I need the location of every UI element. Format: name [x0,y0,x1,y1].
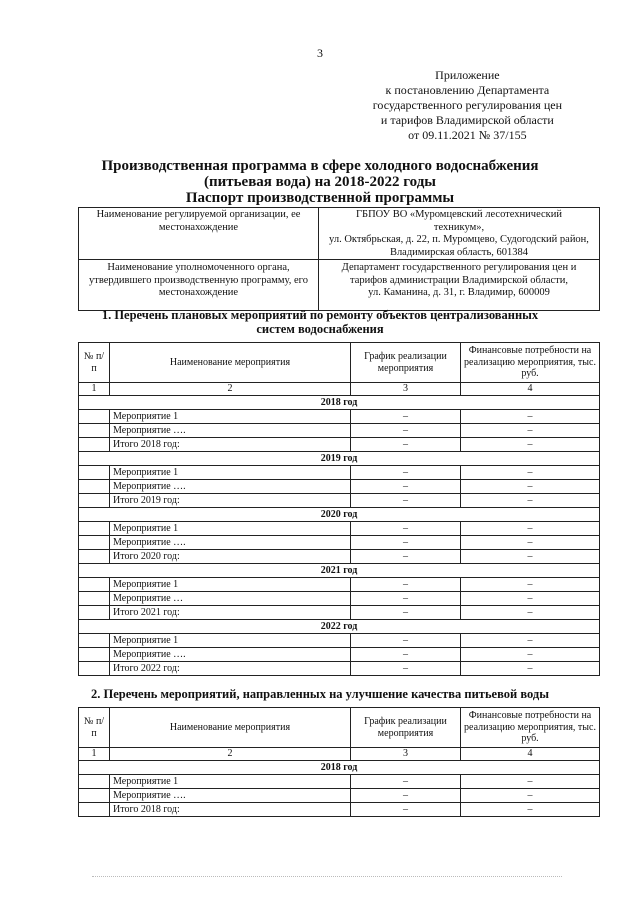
year-row [79,761,600,775]
row-num-cell [79,466,110,480]
title-line: (питьевая вода) на 2018-2022 годы [203,174,437,190]
activity-name-cell: Мероприятие 1 [110,578,351,592]
schedule-cell: – [351,592,461,606]
row-num-cell [79,775,110,789]
total-label-cell: Итого 2020 год: [110,550,351,564]
schedule-cell: – [351,634,461,648]
header-name: Наименование мероприятия [110,343,351,383]
schedule-cell: – [351,410,461,424]
finance-cell: – [461,522,600,536]
total-row [79,494,600,508]
year-heading: 2022 год [79,620,600,634]
table-header-row [79,708,600,748]
schedule-cell: – [351,536,461,550]
activity-name-cell: Мероприятие …. [110,480,351,494]
year-heading: 2021 год [79,564,600,578]
row-num-cell [79,438,110,452]
schedule-cell: – [351,550,461,564]
finance-cell: – [461,438,600,452]
index-cell: 2 [110,748,351,761]
passport-value-line: ул. Каманина, д. 31, г. Владимир, 600009 [368,287,550,298]
activity-name-cell: Мероприятие …. [110,424,351,438]
header-finance: Финансовые потребности на реализацию мероприятия, тыс. руб. [461,708,600,748]
title-line: Производственная программа в сфере холодного водоснабжения [101,158,539,174]
table-row [79,536,600,550]
finance-cell: – [461,410,600,424]
finance-cell: – [461,789,600,803]
row-num-cell [79,494,110,508]
finance-cell: – [461,480,600,494]
index-cell: 4 [461,383,600,396]
total-label-cell: Итого 2018 год: [110,438,351,452]
schedule-cell: – [351,438,461,452]
total-label-cell: Итого 2018 год: [110,803,351,817]
table-row [79,410,600,424]
row-num-cell [79,592,110,606]
header-name: Наименование мероприятия [110,708,351,748]
total-row [79,662,600,676]
row-num-cell [79,662,110,676]
schedule-cell: – [351,522,461,536]
row-num-cell [79,789,110,803]
total-label-cell: Итого 2022 год: [110,662,351,676]
table-row [79,634,600,648]
header-num: № п/п [79,343,110,383]
table-row [79,578,600,592]
schedule-cell: – [351,662,461,676]
total-row [79,606,600,620]
activity-name-cell: Мероприятие …. [110,789,351,803]
row-num-cell [79,536,110,550]
header-num: № п/п [79,708,110,748]
finance-cell: – [461,494,600,508]
total-row [79,803,600,817]
table-row [79,522,600,536]
table-row [79,648,600,662]
year-heading: 2018 год [79,396,600,410]
finance-cell: – [461,466,600,480]
section-title-line: систем водоснабжения [256,322,384,336]
row-num-cell [79,424,110,438]
header-schedule: График реализации мероприятия [351,343,461,383]
schedule-cell: – [351,424,461,438]
header-finance: Финансовые потребности на реализацию мероприятия, тыс. руб. [461,343,600,383]
title-line: Паспорт производственной программы [185,190,455,206]
finance-cell: – [461,592,600,606]
activity-name-cell: Мероприятие 1 [110,410,351,424]
row-num-cell [79,480,110,494]
total-row [79,550,600,564]
section1-table [78,342,600,676]
activity-name-cell: Мероприятие … [110,592,351,606]
section2-table [78,707,600,817]
footer-divider [92,876,562,877]
schedule-cell: – [351,803,461,817]
table-header-row [79,343,600,383]
appendix-line: и тарифов Владимирской области [380,113,554,127]
year-heading: 2020 год [79,508,600,522]
passport-row [79,260,600,311]
row-num-cell [79,550,110,564]
header-schedule: График реализации мероприятия [351,708,461,748]
passport-value [319,208,600,260]
finance-cell: – [461,550,600,564]
passport-value-line: Департамент государственного регулирования цен и тарифов администрации Владимирской области, [341,262,577,286]
index-cell: 3 [351,383,461,396]
table-row [79,789,600,803]
finance-cell: – [461,634,600,648]
row-num-cell [79,522,110,536]
table-row [79,424,600,438]
finance-cell: – [461,424,600,438]
index-cell: 1 [79,383,110,396]
activity-name-cell: Мероприятие …. [110,648,351,662]
year-row [79,396,600,410]
year-row [79,508,600,522]
passport-value [319,260,600,311]
passport-row [79,208,600,260]
appendix-line: к постановлению Департамента [385,83,550,97]
finance-cell: – [461,578,600,592]
activity-name-cell: Мероприятие …. [110,536,351,550]
index-cell: 4 [461,748,600,761]
schedule-cell: – [351,606,461,620]
section2-title: 2. Перечень мероприятий, направленных на улучшение качества питьевой воды [91,687,549,701]
finance-cell: – [461,775,600,789]
table-row [79,775,600,789]
index-row [79,383,600,396]
row-num-cell [79,578,110,592]
table-row [79,466,600,480]
finance-cell: – [461,648,600,662]
finance-cell: – [461,536,600,550]
index-cell: 2 [110,383,351,396]
row-num-cell [79,803,110,817]
schedule-cell: – [351,494,461,508]
passport-value-line: ул. Октябрьская, д. 22, п. Муромцево, Судогодский район, Владимирская область, 601384 [329,234,589,258]
activity-name-cell: Мероприятие 1 [110,466,351,480]
total-row [79,438,600,452]
schedule-cell: – [351,578,461,592]
schedule-cell: – [351,775,461,789]
row-num-cell [79,634,110,648]
activity-name-cell: Мероприятие 1 [110,775,351,789]
passport-table [78,207,600,311]
section-title-line: 1. Перечень плановых мероприятий по ремонту объектов централизованных [101,308,539,322]
index-row [79,748,600,761]
total-label-cell: Итого 2019 год: [110,494,351,508]
activity-name-cell: Мероприятие 1 [110,522,351,536]
year-heading: 2019 год [79,452,600,466]
activity-name-cell: Мероприятие 1 [110,634,351,648]
appendix-block [373,68,562,143]
document-title [0,158,640,206]
section1-title [0,308,640,336]
table-row [79,480,600,494]
year-row [79,452,600,466]
year-heading: 2018 год [79,761,600,775]
total-label-cell: Итого 2021 год: [110,606,351,620]
passport-label: Наименование регулируемой организации, ее местонахождение [79,208,319,260]
finance-cell: – [461,606,600,620]
row-num-cell [79,606,110,620]
schedule-cell: – [351,466,461,480]
passport-value-line: ГБПОУ ВО «Муромцевский лесотехнический техникум», [355,209,562,233]
finance-cell: – [461,803,600,817]
schedule-cell: – [351,789,461,803]
page-number: 3 [317,46,323,60]
index-cell: 3 [351,748,461,761]
row-num-cell [79,410,110,424]
schedule-cell: – [351,648,461,662]
year-row [79,564,600,578]
passport-label: Наименование уполномоченного органа, утвердившего производственную программу, его местонахождение [79,260,319,311]
year-row [79,620,600,634]
table-row [79,592,600,606]
row-num-cell [79,648,110,662]
appendix-line: Приложение [435,68,500,82]
appendix-line: государственного регулирования цен [372,98,562,112]
index-cell: 1 [79,748,110,761]
schedule-cell: – [351,480,461,494]
appendix-line: от 09.11.2021 № 37/155 [408,128,527,142]
finance-cell: – [461,662,600,676]
